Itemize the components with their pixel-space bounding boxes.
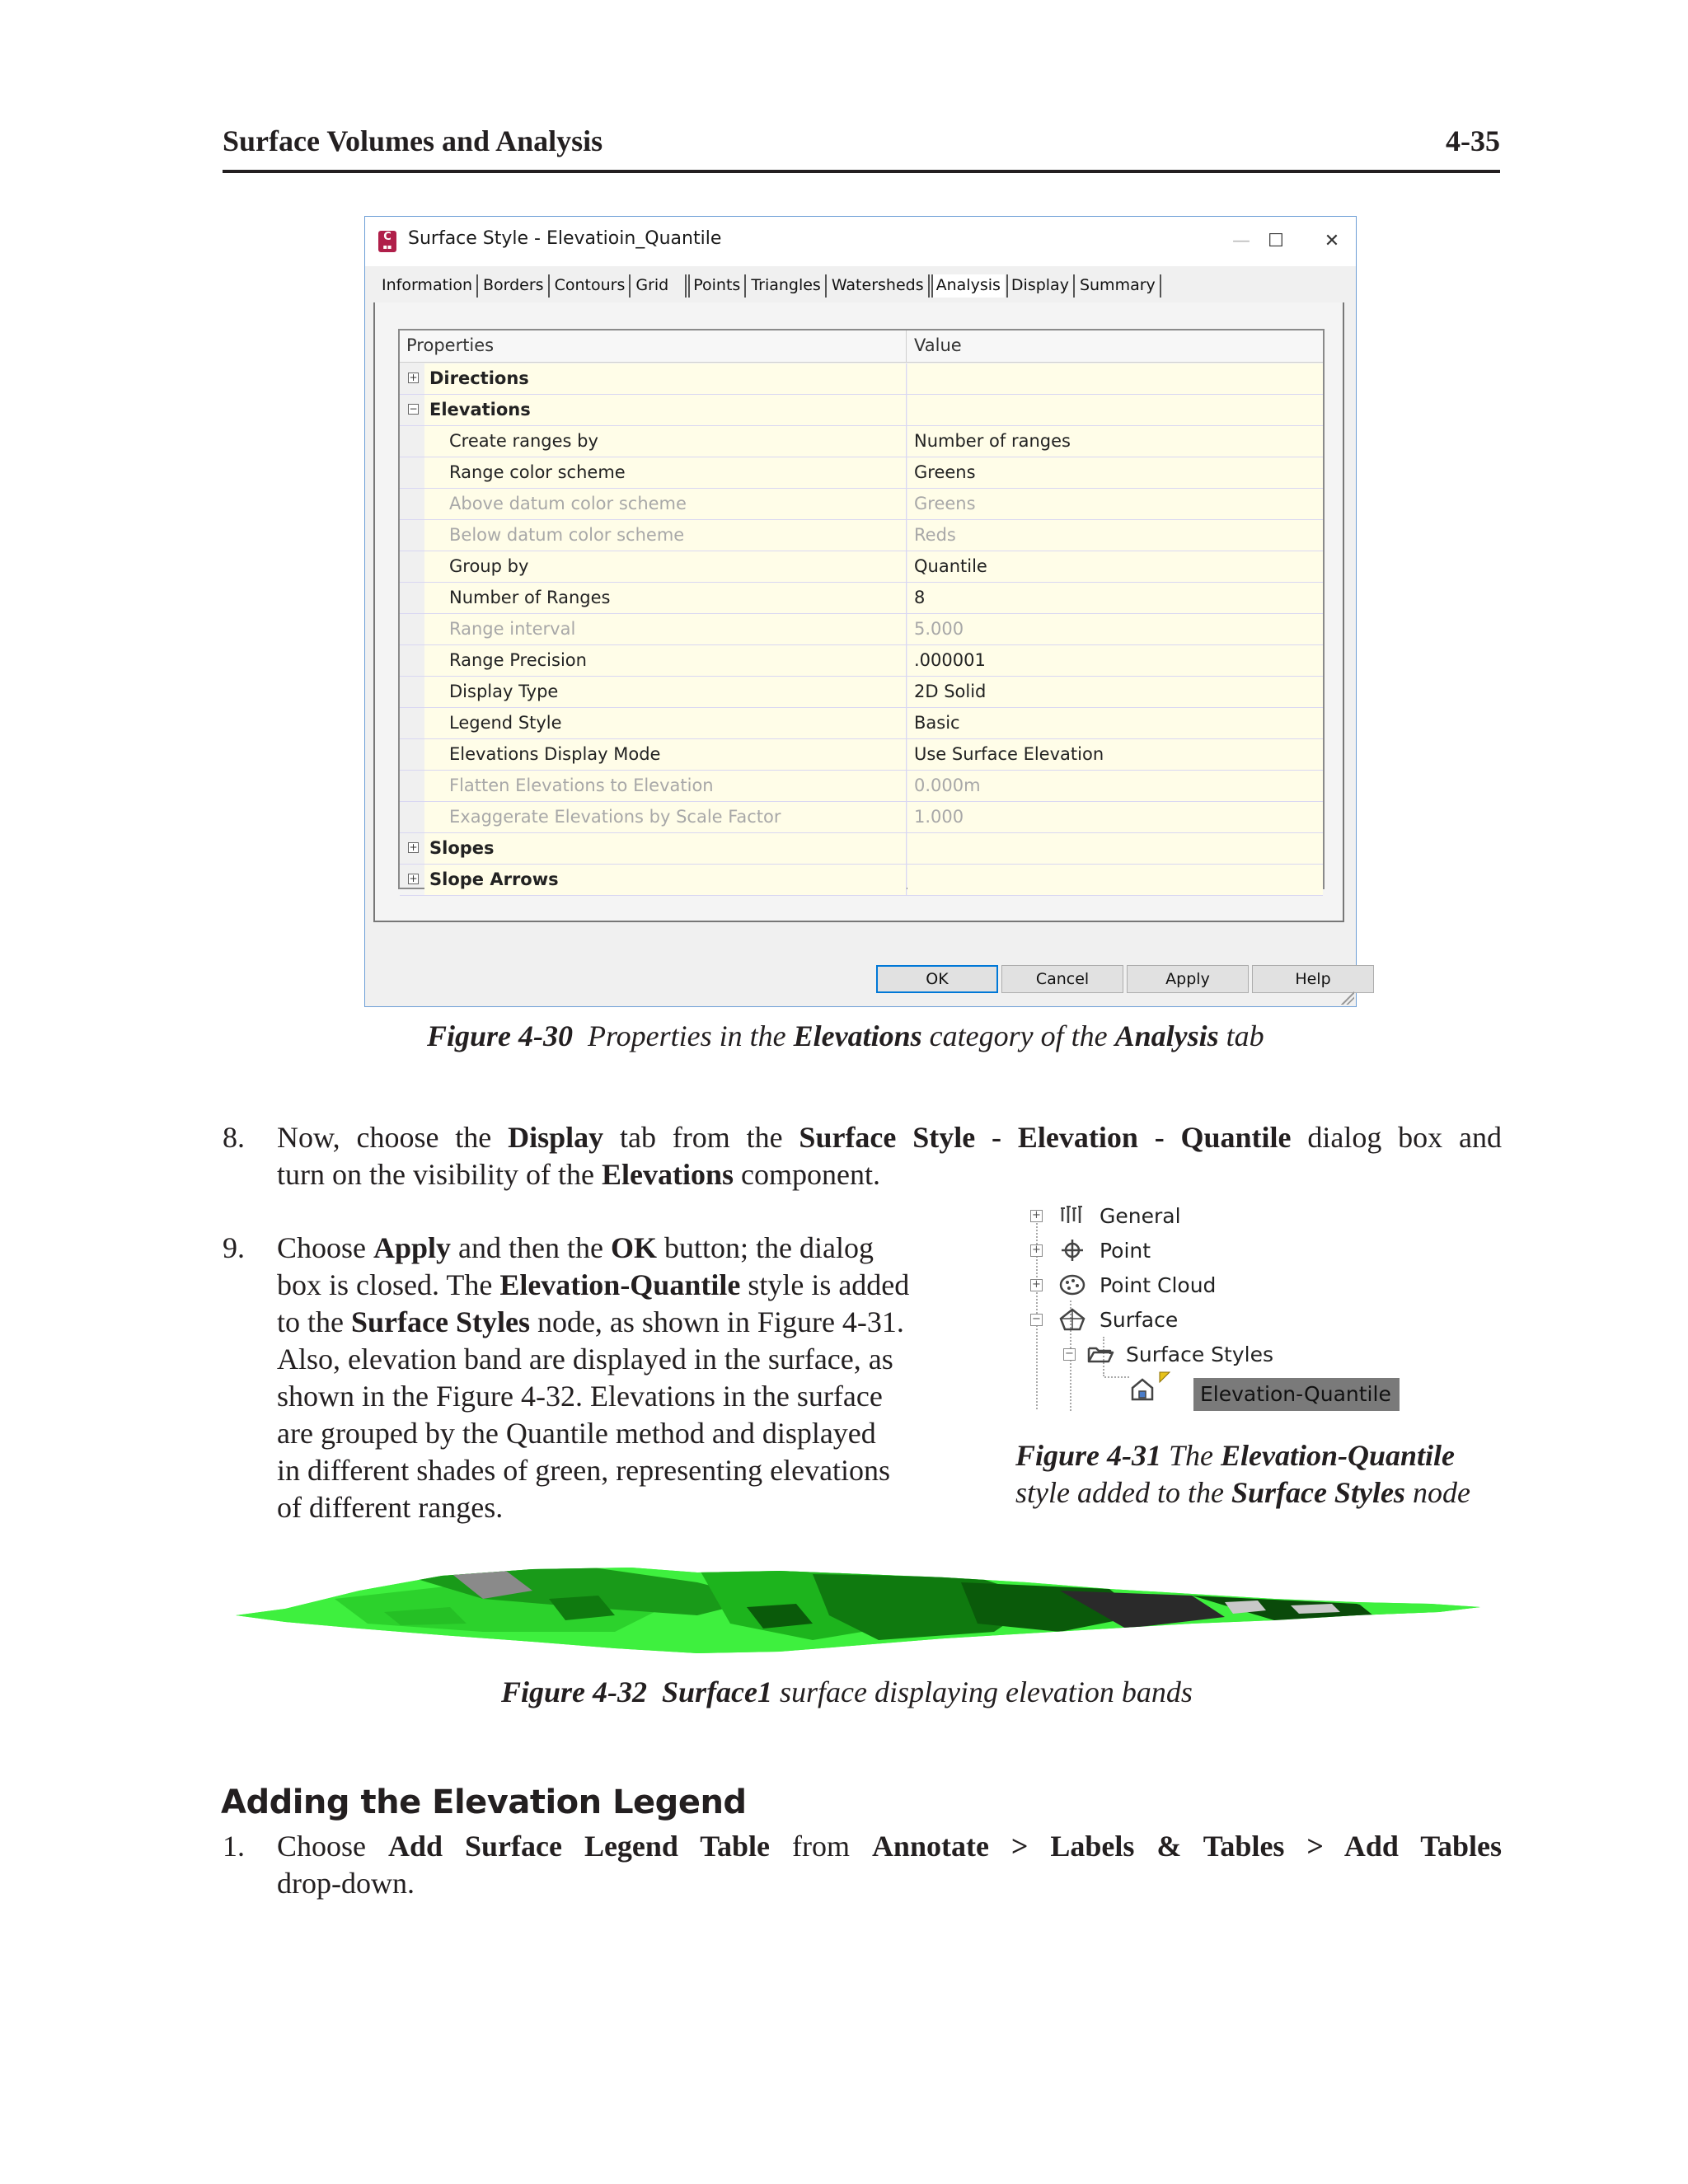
- expand-icon[interactable]: +: [1030, 1279, 1043, 1291]
- close-icon[interactable]: ✕: [1324, 231, 1340, 251]
- column-separator: [906, 330, 907, 362]
- value-cell: [907, 802, 1323, 832]
- dialog-titlebar: [365, 217, 1356, 266]
- grid-property-row[interactable]: [400, 614, 1323, 645]
- grid-property-row[interactable]: [400, 645, 1323, 677]
- tab-information[interactable]: Information: [378, 274, 478, 298]
- step-number: 9.: [223, 1231, 245, 1264]
- tree-node-elevation-quantile[interactable]: [1193, 1378, 1400, 1411]
- figure-number: Figure 4-31: [1015, 1439, 1162, 1472]
- cancel-button[interactable]: Cancel: [1001, 965, 1123, 993]
- folder-open-icon: [1086, 1342, 1114, 1366]
- tab-display[interactable]: Display: [1006, 274, 1075, 298]
- step-9-line: [277, 1267, 981, 1304]
- grid-property-row[interactable]: [400, 708, 1323, 739]
- text-run: and then the: [451, 1231, 611, 1264]
- property-value[interactable]: 8: [914, 588, 926, 607]
- value-cell: [907, 520, 1323, 551]
- text-run: to the: [277, 1305, 351, 1338]
- property-label: Number of Ranges: [449, 588, 611, 607]
- value-cell: [907, 395, 1323, 425]
- grid-category-row[interactable]: [400, 865, 1323, 896]
- tab-analysis[interactable]: Analysis: [931, 274, 1005, 298]
- step-8-text: [277, 1119, 1502, 1193]
- bold-run: Elevation-Quantile: [499, 1268, 741, 1301]
- value-cell: [907, 865, 1323, 895]
- text-run: tab from the: [603, 1121, 799, 1154]
- property-label: Below datum color scheme: [449, 525, 685, 545]
- elevation-bands: [236, 1566, 1480, 1657]
- property-label: Slopes: [429, 838, 495, 858]
- grid-property-row[interactable]: [400, 489, 1323, 520]
- caption-text: The: [1161, 1439, 1221, 1472]
- value-column-header: Value: [914, 335, 962, 355]
- ok-button[interactable]: OK: [876, 965, 998, 993]
- surface-style-icon: [1129, 1376, 1157, 1401]
- tab-grid[interactable]: Grid: [632, 274, 687, 298]
- tab-contours[interactable]: Contours: [551, 274, 631, 298]
- property-value[interactable]: Use Surface Elevation: [914, 744, 1104, 764]
- caption-bold: Analysis: [1114, 1019, 1219, 1052]
- tree-label-elevation-quantile: Elevation-Quantile: [1200, 1382, 1391, 1406]
- grid-property-row[interactable]: [400, 739, 1323, 771]
- bold-run: Add Surface Legend Table: [387, 1830, 770, 1863]
- step-1: [223, 1828, 1502, 1904]
- grid-property-row[interactable]: [400, 771, 1323, 802]
- bold-run: Display: [508, 1121, 604, 1154]
- bold-run: Surface Style - Elevation - Quantile: [799, 1121, 1292, 1154]
- value-cell: [907, 363, 1323, 394]
- text-run: style is added: [740, 1268, 910, 1301]
- expand-icon[interactable]: +: [409, 841, 418, 853]
- collapse-icon[interactable]: −: [1063, 1348, 1076, 1361]
- bold-run: OK: [611, 1231, 658, 1264]
- step-8-line-2: [277, 1156, 1502, 1193]
- expand-icon[interactable]: +: [409, 372, 418, 383]
- point-cloud-icon: [1058, 1272, 1086, 1297]
- grid-property-row[interactable]: [400, 520, 1323, 551]
- figure-number: Figure 4-32: [501, 1675, 648, 1708]
- help-button[interactable]: Help: [1252, 965, 1374, 993]
- bold-run: Annotate > Labels & Tables > Add Tables: [871, 1830, 1503, 1863]
- maximize-icon[interactable]: ☐: [1268, 231, 1284, 251]
- step-1-line-2: drop-down.: [277, 1867, 415, 1900]
- text-run: button; the dialog: [657, 1231, 874, 1264]
- expand-icon[interactable]: +: [1030, 1210, 1043, 1222]
- grid-category-row[interactable]: [400, 363, 1323, 395]
- property-value[interactable]: 5.000: [914, 619, 964, 639]
- grid-property-row[interactable]: [400, 802, 1323, 833]
- general-icon: [1058, 1203, 1086, 1228]
- section-heading: Adding the Elevation Legend: [221, 1783, 747, 1821]
- tree-label-point-cloud: Point Cloud: [1100, 1273, 1217, 1297]
- figure-4-30-caption: [427, 1019, 1264, 1053]
- dialog-tabs: [378, 274, 1163, 301]
- dialog-title: Surface Style - Elevatioin_Quantile: [408, 228, 722, 249]
- step-9-line: Also, elevation band are displayed in the surface, as: [277, 1343, 893, 1376]
- grid-category-row[interactable]: [400, 833, 1323, 865]
- step-1-line-1: [277, 1828, 1502, 1865]
- property-label: Slope Arrows: [429, 869, 559, 889]
- property-label: Range Precision: [449, 650, 587, 670]
- analysis-panel: [373, 302, 1344, 922]
- warning-flag-icon: [1159, 1371, 1170, 1383]
- point-icon: [1058, 1238, 1086, 1263]
- value-cell: [907, 583, 1323, 613]
- civil3d-app-icon: C ▪▪: [378, 231, 396, 252]
- text-run: Now, choose the: [277, 1121, 509, 1154]
- step-9-line: are grouped by the Quantile method and displayed: [277, 1417, 876, 1450]
- property-label: Elevations: [429, 400, 531, 419]
- grid-property-row[interactable]: [400, 551, 1323, 583]
- properties-column-header: Properties: [406, 335, 495, 355]
- tree-label-surface-styles: Surface Styles: [1126, 1343, 1274, 1366]
- text-run: Choose: [277, 1830, 388, 1863]
- caption-bold: Elevation-Quantile: [1221, 1439, 1456, 1472]
- step-9-line: shown in the Figure 4-32. Elevations in the surface: [277, 1380, 883, 1413]
- tab-watersheds[interactable]: Watersheds: [828, 274, 930, 298]
- surface-elevation-bands-image: [236, 1566, 1480, 1657]
- collapse-icon[interactable]: −: [409, 403, 418, 415]
- property-value[interactable]: 0.000m: [914, 776, 981, 795]
- step-9-line: [277, 1230, 981, 1267]
- surface-icon: [1058, 1307, 1086, 1332]
- caption-bold: Surface Styles: [1231, 1476, 1405, 1509]
- step-8: [223, 1119, 1502, 1195]
- property-grid: [398, 329, 1325, 889]
- property-label: Create ranges by: [449, 431, 598, 451]
- text-run: node, as shown in Figure 4-31.: [529, 1305, 904, 1338]
- property-value[interactable]: Quantile: [914, 556, 987, 576]
- value-cell: [907, 833, 1323, 864]
- grid-property-row[interactable]: [400, 426, 1323, 457]
- step-9: [223, 1230, 981, 1535]
- tree-label-surface: Surface: [1100, 1308, 1179, 1332]
- property-label: Group by: [449, 556, 529, 576]
- text-run: component.: [733, 1158, 880, 1191]
- property-label: Directions: [429, 368, 529, 388]
- bold-run: Elevations: [601, 1158, 734, 1191]
- text-run: box is closed. The: [277, 1268, 500, 1301]
- grid-property-row[interactable]: [400, 457, 1323, 489]
- bold-run: Apply: [373, 1231, 452, 1264]
- text-run: turn on the visibility of the: [277, 1158, 602, 1191]
- caption-text: style added to the: [1015, 1476, 1231, 1509]
- text-run: Choose: [277, 1231, 373, 1264]
- step-number: 1.: [223, 1830, 245, 1863]
- text-run: dialog box and: [1291, 1121, 1502, 1154]
- caption-bold: Surface1: [662, 1675, 773, 1708]
- resize-grip-icon[interactable]: [1341, 991, 1354, 1005]
- grid-header: [400, 330, 1323, 363]
- property-value[interactable]: Greens: [914, 462, 976, 482]
- step-9-line: [277, 1304, 981, 1341]
- property-value[interactable]: 1.000: [914, 807, 964, 827]
- caption-text: tab: [1218, 1019, 1264, 1052]
- caption-text: Properties in the: [588, 1019, 794, 1052]
- toolspace-tree: [1030, 1202, 1409, 1422]
- property-value[interactable]: Greens: [914, 494, 976, 513]
- step-1-text: [277, 1828, 1502, 1902]
- running-head: [223, 120, 1500, 170]
- tab-points[interactable]: Points: [688, 274, 746, 298]
- property-value[interactable]: 2D Solid: [914, 682, 987, 701]
- property-label: Legend Style: [449, 713, 562, 733]
- tree-label-point: Point: [1100, 1239, 1151, 1263]
- caption-bold: Elevations: [793, 1019, 922, 1052]
- step-8-line-1: [277, 1119, 1502, 1156]
- property-label: Display Type: [449, 682, 559, 701]
- caption-line: [1015, 1437, 1503, 1474]
- step-9-line: in different shades of green, representing elevations: [277, 1454, 891, 1487]
- text-run: from: [770, 1830, 872, 1863]
- step-9-text: [277, 1230, 981, 1526]
- property-value[interactable]: Number of ranges: [914, 431, 1071, 451]
- property-label: Exaggerate Elevations by Scale Factor: [449, 807, 781, 827]
- figure-4-32-caption: [501, 1675, 1193, 1709]
- caption-line: [1015, 1474, 1503, 1511]
- grid-property-row[interactable]: [400, 677, 1323, 708]
- figure-4-31-caption: [1015, 1437, 1503, 1511]
- tab-triangles[interactable]: Triangles: [748, 274, 827, 298]
- caption-text: category of the: [921, 1019, 1115, 1052]
- expand-icon[interactable]: +: [1030, 1244, 1043, 1257]
- expand-icon[interactable]: +: [409, 873, 418, 884]
- property-label: Range color scheme: [449, 462, 626, 482]
- bold-run: Surface Styles: [350, 1305, 530, 1338]
- minimize-icon[interactable]: —: [1232, 231, 1250, 251]
- value-cell: [907, 614, 1323, 644]
- surface-style-dialog: [364, 216, 1357, 1007]
- grid-property-row[interactable]: [400, 583, 1323, 614]
- caption-text: surface displaying elevation bands: [772, 1675, 1193, 1708]
- chapter-title: Surface Volumes and Analysis: [223, 124, 603, 157]
- property-label: Elevations Display Mode: [449, 744, 661, 764]
- property-label: Above datum color scheme: [449, 494, 687, 513]
- property-label: Flatten Elevations to Elevation: [449, 776, 714, 795]
- apply-button[interactable]: Apply: [1127, 965, 1249, 993]
- tab-summary[interactable]: Summary: [1076, 274, 1161, 298]
- header-rule: [223, 170, 1500, 173]
- value-cell: [907, 708, 1323, 738]
- caption-text: node: [1404, 1476, 1470, 1509]
- tree-label-general: General: [1100, 1204, 1181, 1228]
- page-number: 4-35: [1446, 124, 1500, 157]
- step-9-line: of different ranges.: [277, 1491, 504, 1524]
- property-value[interactable]: Reds: [914, 525, 956, 545]
- collapse-icon[interactable]: −: [1030, 1314, 1043, 1326]
- tree-guide-line: [1104, 1376, 1129, 1378]
- property-cell: [424, 833, 907, 864]
- property-label: Range interval: [449, 619, 576, 639]
- figure-number: Figure 4-30: [427, 1019, 574, 1052]
- grid-rows: [400, 363, 1323, 896]
- property-value[interactable]: .000001: [914, 650, 986, 670]
- grid-category-row[interactable]: [400, 395, 1323, 426]
- property-value[interactable]: Basic: [914, 713, 960, 733]
- tab-borders[interactable]: Borders: [480, 274, 550, 298]
- step-number: 8.: [223, 1121, 245, 1154]
